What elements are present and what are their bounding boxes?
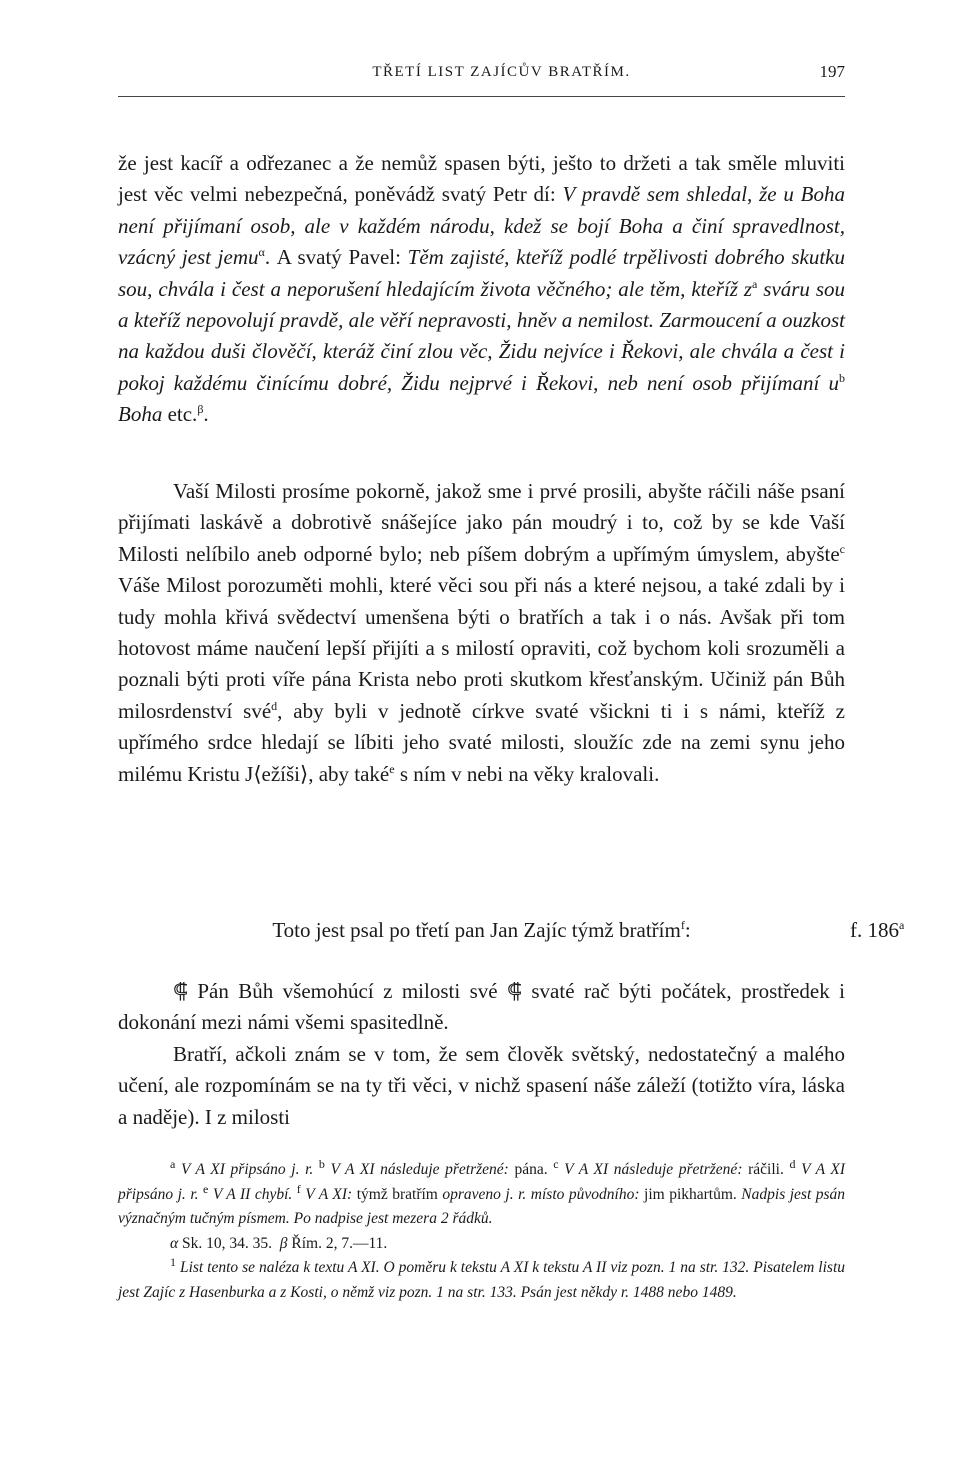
fn-f-mark: f <box>296 1181 301 1196</box>
fn-c-word: ráčili. <box>748 1161 784 1178</box>
fn-f-text-2: opraveno j. r. místo původního: <box>442 1185 640 1203</box>
letter-heading-colon: : <box>684 918 691 942</box>
fn-b-text: V A XI následuje přetržené: <box>330 1161 509 1178</box>
footnotes <box>118 1158 845 1306</box>
quote-acts: V pravdě sem shledal, že u Boha není přijímaní osob, ale v každém národu, kdež se bojí Boha a činí spravedlnost, vzácný jest jemu <box>118 182 846 270</box>
fn-1-text: List tento se naléza k textu A XI. O poměru k tekstu A XI k tekstu A II viz pozn. 1 na str. 132. Pisatelem listu jest Zajíc z Hasenburka a z Kosti, o němž viz pozn. 1 na str. 133. Psán jest někdy r. 1488 nebo 1489. <box>118 1259 846 1301</box>
paragraph-3-text: Bratří, ačkoli znám se v tom, že sem člověk světský, nedostatečný a malého učení, ale rozpomínám se na ty tři věci, v nichž spasení náše záleží (totižto víra, láska a naděje). I z milosti <box>118 1041 845 1129</box>
fn-c-text: V A XI následuje přetržené: <box>564 1161 743 1178</box>
ref-beta: β <box>197 402 204 417</box>
letter-heading <box>118 918 845 943</box>
paragraph-1-text: . A svatý Pavel: <box>264 245 408 270</box>
paragraph-2 <box>118 476 845 790</box>
folio-margin-note <box>850 918 904 943</box>
folio-number: f. 186 <box>850 918 899 942</box>
paragraph-2-text: Váše Milost porozuměti mohli, které věci sou při nás a které nejsou, a také zdali by i tudy mohla křivá svědectví umenšena býti o bratřích a tak i o nás. Avšak při tom hotovost máme naučení lepší přijíti a s milostí opraviti, což bychom koli srozuměli a poznali býti proti víře pána Krista nebo proti skutkom křesťanským. Učiniž pán Bůh milosrdenství své <box>118 573 845 723</box>
footnote-mark-c: c <box>839 541 845 556</box>
fn-beta-mark: β <box>279 1234 288 1252</box>
paragraph-1 <box>118 148 845 431</box>
salutation: ⸿ Pán Bůh všemohúcí z milosti své ⸿ svaté rač býti počátek, prostředek i dokonání mezi námi všemi spasitedlně. <box>118 979 845 1035</box>
paragraph-1-text: . <box>203 402 209 427</box>
quote-romans-cont: sváru sou a kteříž nepovolují pravdě, ale věří nepravosti, hněv a nemilost. Zarmoucení a ouzkost na každou duši člověčí, kteráž činí zlou věc, Židu nejvíce i Řekovi, ale chvála a čest i pokoj každému činícímu dobré, Židu nejprvé i Řekovi, neb není osob přijímaní u <box>118 276 845 395</box>
fn-a-mark: a <box>170 1156 176 1171</box>
fn-f-text-3: Nadpis jest psán význačným tučným písmem. Po nadpise jest mezera 2 řádků. <box>118 1185 846 1228</box>
fn-e-mark: e <box>203 1181 209 1196</box>
fn-alpha-text: Sk. 10, 34. 35. <box>182 1234 273 1252</box>
paragraph-3 <box>118 976 845 1133</box>
fn-b-mark: b <box>318 1156 325 1171</box>
fn-d-mark: d <box>789 1156 796 1171</box>
folio-side: a <box>899 918 905 932</box>
fn-f-word-2: jim pikhartům. <box>644 1185 737 1203</box>
fn-b-word: pána. <box>514 1161 548 1178</box>
fn-a-text: V A XI připsáno j. r. <box>180 1161 314 1178</box>
footnote-mark-b: b <box>839 370 845 385</box>
footnote-mark-e: e <box>389 761 395 776</box>
running-title: TŘETÍ LIST ZAJÍCŮV BRATŘÍM. <box>372 64 631 80</box>
fn-f-word: týmž bratřím <box>356 1185 438 1203</box>
paragraph-1-text: že jest kacíř a odřezanec a že nemůž spasen býti, ješto to držeti a tak směle mluviti jest věc velmi nebezpečná, poněvádž svatý Petr dí: <box>118 151 845 207</box>
letter-heading-text: Toto jest psal po třetí pan Jan Zajíc týmž bratřím <box>272 918 681 942</box>
ref-alpha: α <box>258 245 265 260</box>
fn-beta-text: Řím. 2, 7.—11. <box>291 1234 388 1252</box>
running-header <box>118 62 845 97</box>
fn-d-text: V A XI připsáno j. r. <box>118 1161 846 1203</box>
page-number: 197 <box>819 62 845 81</box>
footnote-mark-a: a <box>752 276 758 291</box>
footnote-mark-f: f <box>680 918 685 932</box>
fn-c-mark: c <box>553 1156 559 1171</box>
paragraph-2-text: Vaší Milosti prosíme pokorně, jakož sme i prvé prosili, abyšte ráčili náše psaní přijímati laskávě a dobrotivě snášejíce jako pán moudrý i to, což by se kde Vaší Milosti nelíbilo aneb odporné bylo; neb píšem dobrým a upřímým úmyslem, abyšte <box>118 479 845 566</box>
fn-e-text: V A II chybí. <box>212 1185 293 1203</box>
quote-romans: Těm zajisté, kteříž podlé trpělivosti dobrého skutku sou, chvála i čest a neporušení hledajícím života věčného; ale těm, kteříž z <box>118 245 845 301</box>
paragraph-1-text: etc. <box>162 402 198 427</box>
footnote-mark-d: d <box>271 698 278 713</box>
fn-alpha-mark: α <box>170 1234 179 1252</box>
fn-1-mark: 1 <box>170 1255 176 1270</box>
quote-romans-end: Boha <box>118 402 163 427</box>
paragraph-2-text: , aby byli v jednotě církve svaté všickni ti i s námi, kteříž z upřímého srdce hledají se líbiti jeho svaté milosti, sloužíc zde na zemi synu jeho milému Kristu J⟨ežíši⟩, aby také <box>118 698 845 786</box>
footnote-refs <box>118 1232 845 1257</box>
fn-f-text: V A XI: <box>305 1185 353 1203</box>
footnote-1 <box>118 1256 845 1305</box>
paragraph-2-text: s ním v nebi na věky kralovali. <box>394 761 660 786</box>
footnote-letters <box>118 1158 845 1232</box>
